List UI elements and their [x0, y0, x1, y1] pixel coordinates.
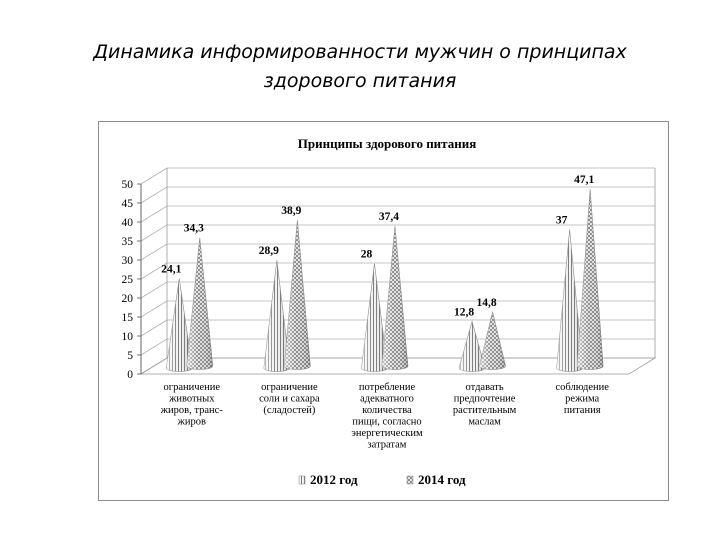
chart-category-labels [160, 382, 609, 451]
y-tick-label: 20 [121, 293, 133, 305]
data-label: 28,9 [258, 245, 279, 258]
data-label: 37,4 [378, 210, 400, 223]
gridline-side [141, 282, 167, 298]
y-tick-label: 35 [121, 236, 133, 248]
chart-legend [299, 472, 466, 487]
cone-shading [382, 226, 408, 370]
category-label: ограничение соли и сахара (сладостей) [259, 382, 320, 416]
legend-swatch [407, 476, 413, 484]
chart [99, 122, 670, 502]
y-tick-label: 15 [121, 312, 133, 324]
gridline-side [141, 244, 167, 260]
gridline-side [141, 301, 167, 317]
slide-title-line-1: Динамика информированности мужчин о принципах [93, 41, 627, 63]
gridline-side [141, 225, 167, 241]
gridline-side [141, 339, 167, 355]
y-tick-label: 10 [121, 331, 133, 343]
data-label: 47,1 [574, 174, 595, 187]
category-label: соблюдение режима питания [555, 382, 609, 416]
cone-shading [577, 189, 603, 369]
gridline-side [141, 320, 167, 336]
chart-title: Принципы здорового питания [297, 136, 477, 151]
y-tick-label: 40 [121, 217, 133, 229]
chart-y-axis [122, 179, 142, 381]
legend-swatch [299, 476, 305, 484]
y-tick-label: 50 [121, 179, 133, 191]
slide-title [30, 38, 690, 96]
y-tick-label: 25 [121, 274, 133, 286]
y-tick-label: 0 [127, 369, 133, 381]
data-label: 38,9 [281, 205, 302, 218]
legend-label: 2012 год [310, 472, 358, 487]
data-label: 28 [360, 248, 373, 261]
cone-shading [187, 238, 213, 370]
y-tick-label: 5 [127, 350, 133, 362]
legend-label: 2014 год [418, 472, 466, 487]
data-label: 14,8 [476, 296, 497, 309]
category-label: ограничение животных жиров, транс-жиров [160, 382, 223, 428]
category-label: отдавать предпочтение растительным маслам [452, 382, 517, 428]
cone-shading [284, 220, 310, 369]
category-label: потребление адекватного количества пищи, согласно энергетическим затратам [351, 382, 423, 451]
gridline-side [141, 206, 167, 222]
y-tick-label: 45 [121, 198, 133, 210]
data-label: 24,1 [161, 263, 182, 276]
slide-title-line-2: здорового питания [263, 70, 457, 92]
data-label: 37 [555, 214, 568, 227]
gridline-side [141, 168, 167, 184]
cone-shading [480, 312, 506, 370]
data-label: 12,8 [453, 306, 475, 319]
gridline-side [141, 187, 167, 203]
data-label: 34,3 [183, 222, 204, 235]
y-tick-label: 30 [121, 255, 133, 267]
chart-frame [98, 121, 669, 501]
